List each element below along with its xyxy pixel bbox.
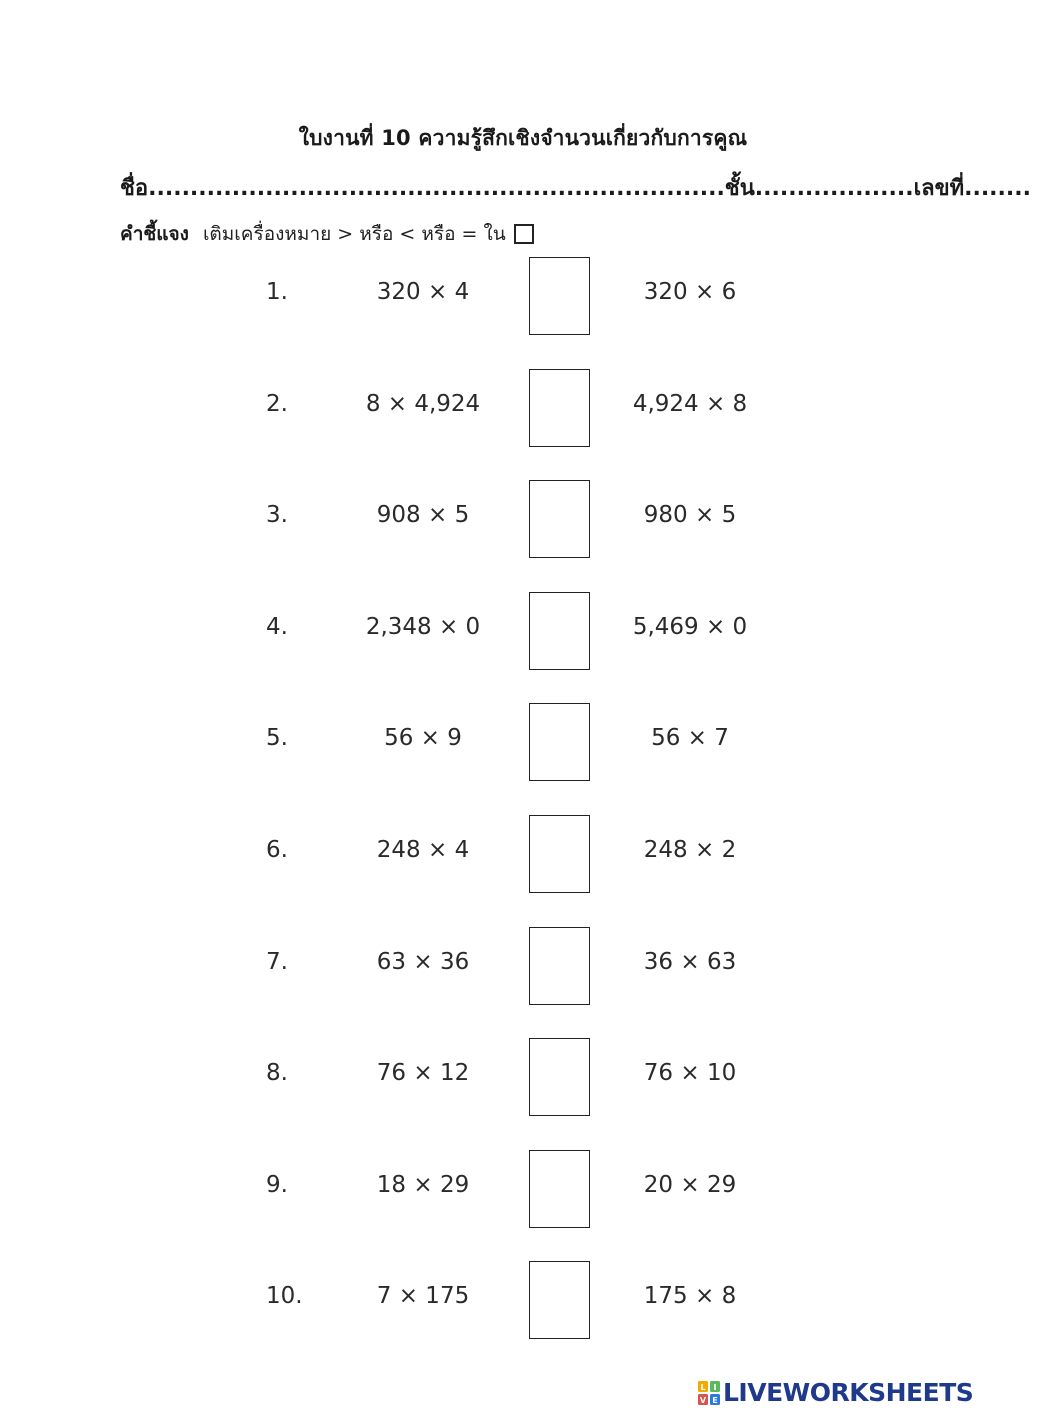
instruction [120, 219, 600, 249]
right-expression: 175 × 8 [643, 1283, 737, 1309]
problem-row [0, 592, 1000, 670]
right-expression: 5,469 × 0 [632, 614, 748, 640]
problem-number: 3. [266, 502, 288, 528]
right-expression: 20 × 29 [643, 1172, 737, 1198]
instruction-label: คำชี้แจง [120, 223, 189, 245]
right-expression: 36 × 63 [643, 949, 737, 975]
answer-box[interactable] [529, 1261, 590, 1339]
problem-row [0, 480, 1000, 558]
svg-text:V: V [699, 1395, 707, 1405]
right-expression: 320 × 6 [643, 279, 737, 305]
problem-number: 2. [266, 391, 288, 417]
problem-number: 10. [266, 1283, 303, 1309]
answer-box[interactable] [529, 1150, 590, 1228]
problem-number: 8. [266, 1060, 288, 1086]
problem-row [0, 369, 1000, 447]
instruction-text: เติมเครื่องหมาย > หรือ < หรือ = ใน [202, 223, 506, 245]
svg-text:E: E [712, 1395, 718, 1405]
left-expression: 320 × 4 [376, 279, 470, 305]
left-expression: 76 × 12 [376, 1060, 470, 1086]
left-expression: 56 × 9 [384, 725, 462, 751]
right-expression: 248 × 2 [643, 837, 737, 863]
right-expression: 4,924 × 8 [632, 391, 748, 417]
empty-box-icon [514, 224, 534, 244]
answer-box[interactable] [529, 703, 590, 781]
student-info-line: ชื่อ.....................................................................ชั้น...................เลขที่........ [120, 176, 1031, 201]
problem-number: 7. [266, 949, 288, 975]
problem-row [0, 815, 1000, 893]
svg-text:I: I [713, 1382, 717, 1392]
answer-box[interactable] [529, 480, 590, 558]
brand-name: LIVEWORKSHEETS [723, 1378, 974, 1407]
problem-number: 9. [266, 1172, 288, 1198]
liveworksheets-brand [697, 1378, 973, 1407]
problem-row [0, 257, 1000, 335]
svg-text:L: L [700, 1382, 706, 1392]
left-expression: 7 × 175 [376, 1283, 470, 1309]
problem-row [0, 703, 1000, 781]
left-expression: 18 × 29 [376, 1172, 470, 1198]
left-expression: 8 × 4,924 [365, 391, 481, 417]
problem-number: 4. [266, 614, 288, 640]
page-title: ใบงานที่ 10 ความรู้สึกเชิงจำนวนเกี่ยวกับการคูณ [298, 126, 748, 150]
problem-number: 5. [266, 725, 288, 751]
problem-number: 6. [266, 837, 288, 863]
problem-row [0, 1150, 1000, 1228]
problem-row [0, 1261, 1000, 1339]
answer-box[interactable] [529, 1038, 590, 1116]
left-expression: 908 × 5 [376, 502, 470, 528]
answer-box[interactable] [529, 257, 590, 335]
right-expression: 76 × 10 [643, 1060, 737, 1086]
answer-box[interactable] [529, 592, 590, 670]
right-expression: 980 × 5 [643, 502, 737, 528]
right-expression: 56 × 7 [651, 725, 729, 751]
answer-box[interactable] [529, 927, 590, 1005]
problem-row [0, 927, 1000, 1005]
left-expression: 63 × 36 [376, 949, 470, 975]
answer-box[interactable] [529, 369, 590, 447]
left-expression: 2,348 × 0 [365, 614, 481, 640]
answer-box[interactable] [529, 815, 590, 893]
left-expression: 248 × 4 [376, 837, 470, 863]
problem-row [0, 1038, 1000, 1116]
liveworksheets-logo-icon [697, 1379, 721, 1407]
problem-number: 1. [266, 279, 288, 305]
